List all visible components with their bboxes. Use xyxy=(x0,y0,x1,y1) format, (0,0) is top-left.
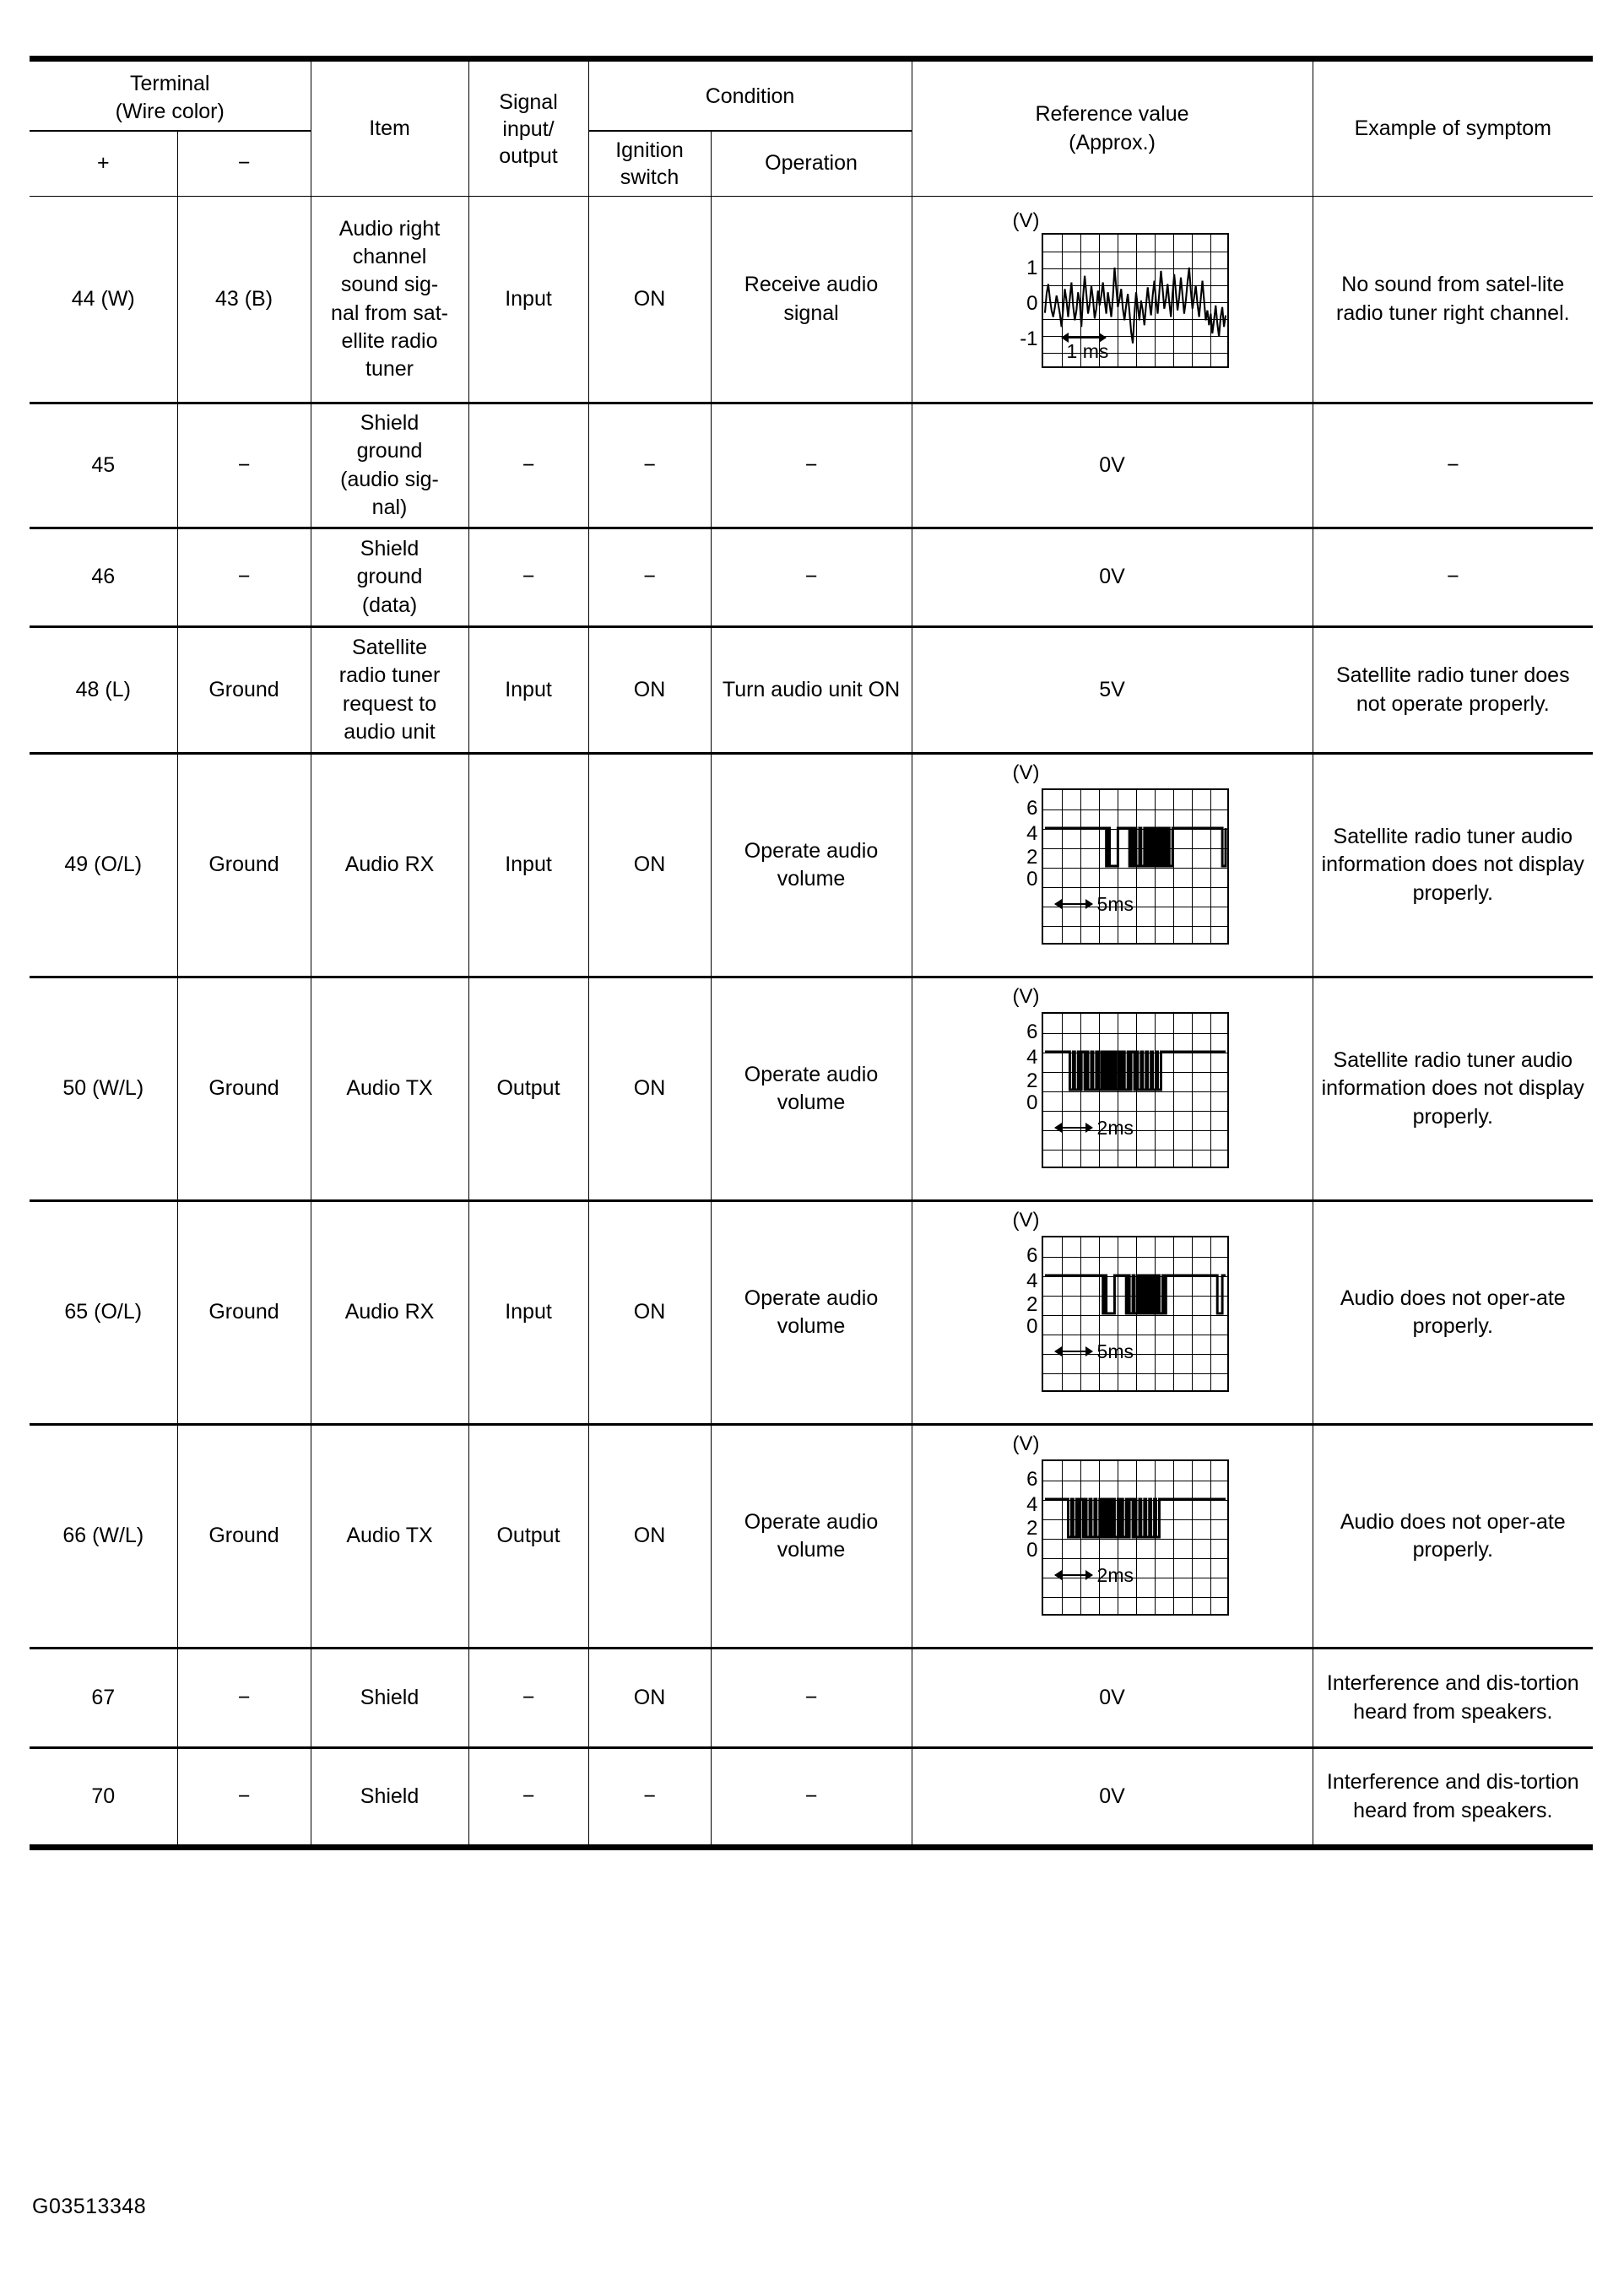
header-signal-io-line2: input/ xyxy=(502,116,555,141)
header-example-of-symptom: Example of symptom xyxy=(1313,59,1593,197)
cell-terminal-plus: 70 xyxy=(30,1748,177,1848)
table-row xyxy=(30,754,1593,977)
scope-y-axis xyxy=(996,208,1042,368)
cell-symptom: Interference and dis-tortion heard from speakers. xyxy=(1313,1649,1593,1748)
cell-operation: − xyxy=(711,1748,912,1848)
item-line: nal from sat- xyxy=(331,300,448,325)
cell-operation: Operate audio volume xyxy=(711,754,912,977)
cell-symptom: Interference and dis-tortion heard from speakers. xyxy=(1313,1748,1593,1848)
scope-timebase-label: 2ms xyxy=(1096,1563,1134,1586)
item-line: Shield xyxy=(360,1685,420,1709)
waveform-trace xyxy=(1043,1461,1227,1614)
oscilloscope-tx-2ms xyxy=(919,1432,1306,1617)
cell-reference-value xyxy=(912,754,1313,977)
item-line: ground xyxy=(356,565,423,589)
header-signal-io-line3: output xyxy=(499,143,558,168)
cell-item xyxy=(311,403,468,528)
scope-tick-0: 0 xyxy=(1026,1091,1038,1114)
cell-item xyxy=(311,1425,468,1649)
cell-operation: − xyxy=(711,1649,912,1748)
cell-terminal-plus: 67 xyxy=(30,1649,177,1748)
cell-terminal-minus: − xyxy=(177,1649,311,1748)
cell-symptom: Audio does not oper-ate properly. xyxy=(1313,1201,1593,1425)
scope-tick-6: 6 xyxy=(1026,796,1038,820)
cell-terminal-plus: 65 (O/L) xyxy=(30,1201,177,1425)
scope-unit-label: (V) xyxy=(1012,208,1040,232)
cell-terminal-plus: 44 (W) xyxy=(30,197,177,403)
cell-ignition-switch: − xyxy=(588,403,711,528)
item-line: sound sig- xyxy=(340,273,439,297)
cell-ignition-switch: ON xyxy=(588,627,711,754)
cell-signal-io: Output xyxy=(468,1425,588,1649)
scope-timebase-label: 1 ms xyxy=(1066,339,1109,362)
item-line: Shield xyxy=(360,411,420,435)
cell-signal-io: − xyxy=(468,1649,588,1748)
cell-signal-io: − xyxy=(468,403,588,528)
scope-timebase xyxy=(1055,891,1134,918)
table-row xyxy=(30,197,1593,403)
scope-unit-label: (V) xyxy=(1012,1432,1040,1455)
terminal-spec-table xyxy=(30,56,1593,1850)
cell-item xyxy=(311,1201,468,1425)
scope-tick-4: 4 xyxy=(1026,1045,1038,1069)
item-line: radio tuner xyxy=(338,663,441,688)
cell-operation: Operate audio volume xyxy=(711,1201,912,1425)
header-terminal-group xyxy=(30,59,311,132)
cell-symptom: Satellite radio tuner audio information does not display properly. xyxy=(1313,754,1593,977)
scope-tick-6: 6 xyxy=(1026,1467,1038,1491)
item-line: ground xyxy=(356,439,423,463)
cell-reference-value xyxy=(912,1201,1313,1425)
cell-terminal-minus: Ground xyxy=(177,627,311,754)
cell-item xyxy=(311,528,468,627)
cell-operation: Turn audio unit ON xyxy=(711,627,912,754)
header-operation: Operation xyxy=(711,131,912,197)
cell-terminal-minus: − xyxy=(177,1748,311,1848)
scope-timebase-label: 5ms xyxy=(1096,892,1134,915)
table-row xyxy=(30,627,1593,754)
item-line: Audio RX xyxy=(344,853,435,877)
waveform-trace xyxy=(1043,1014,1227,1167)
cell-operation: Operate audio volume xyxy=(711,977,912,1201)
header-terminal-title: Terminal xyxy=(130,72,210,95)
scope-tick-0: 0 xyxy=(1026,867,1038,891)
cell-item xyxy=(311,627,468,754)
scope-tick-2: 2 xyxy=(1026,1516,1038,1540)
item-line: channel xyxy=(352,245,427,268)
cell-symptom: Audio does not oper-ate properly. xyxy=(1313,1425,1593,1649)
cell-ignition-switch: ON xyxy=(588,1425,711,1649)
item-line: (audio sig- xyxy=(340,467,439,491)
oscilloscope-rx-5ms xyxy=(919,1208,1306,1394)
cell-symptom: − xyxy=(1313,528,1593,627)
scope-timebase xyxy=(1055,1562,1134,1589)
scope-tick-2: 2 xyxy=(1026,845,1038,869)
cell-terminal-minus: 43 (B) xyxy=(177,197,311,403)
scope-tick-2: 2 xyxy=(1026,1069,1038,1092)
item-line: ellite radio xyxy=(341,328,438,353)
scope-grid xyxy=(1042,233,1229,368)
header-terminal-plus: + xyxy=(30,131,177,197)
cell-terminal-minus: Ground xyxy=(177,977,311,1201)
scope-y-axis xyxy=(996,761,1042,945)
header-terminal-minus: − xyxy=(177,131,311,197)
scope-y-axis xyxy=(996,1208,1042,1392)
item-line: Audio RX xyxy=(344,1300,435,1324)
header-ignition-switch xyxy=(588,131,711,197)
cell-item xyxy=(311,1649,468,1748)
table-body xyxy=(30,197,1593,1848)
scope-grid xyxy=(1042,1236,1229,1392)
scope-grid xyxy=(1042,1012,1229,1168)
waveform-trace xyxy=(1043,790,1227,943)
cell-terminal-minus: − xyxy=(177,528,311,627)
cell-ignition-switch: ON xyxy=(588,977,711,1201)
table-row xyxy=(30,403,1593,528)
cell-operation: − xyxy=(711,403,912,528)
item-line: tuner xyxy=(365,357,414,381)
cell-signal-io: Input xyxy=(468,197,588,403)
cell-signal-io: Input xyxy=(468,754,588,977)
scope-timebase xyxy=(1055,1339,1134,1365)
cell-signal-io: Output xyxy=(468,977,588,1201)
cell-operation: Receive audio signal xyxy=(711,197,912,403)
table-row xyxy=(30,977,1593,1201)
header-ignition-switch-line2: switch xyxy=(620,165,679,189)
cell-terminal-plus: 45 xyxy=(30,403,177,528)
cell-reference-value: 5V xyxy=(912,627,1313,754)
cell-symptom: Satellite radio tuner audio information does not display properly. xyxy=(1313,977,1593,1201)
scope-y-axis xyxy=(996,984,1042,1168)
cell-signal-io: − xyxy=(468,1748,588,1848)
header-row-1 xyxy=(30,59,1593,132)
item-line: Shield xyxy=(360,1784,420,1808)
item-line: audio unit xyxy=(344,719,436,744)
oscilloscope-analog-audio xyxy=(919,208,1306,370)
scope-tick-0: 0 xyxy=(1026,291,1038,315)
cell-signal-io: Input xyxy=(468,627,588,754)
scope-timebase-label: 5ms xyxy=(1096,1340,1134,1362)
scope-timebase xyxy=(1062,337,1111,365)
scope-tick-neg1: -1 xyxy=(1020,327,1038,350)
scope-unit-label: (V) xyxy=(1012,984,1040,1008)
scope-tick-4: 4 xyxy=(1026,821,1038,845)
item-line: Audio TX xyxy=(346,1524,433,1548)
cell-reference-value: 0V xyxy=(912,1748,1313,1848)
cell-terminal-minus: Ground xyxy=(177,1201,311,1425)
cell-reference-value xyxy=(912,977,1313,1201)
header-signal-io xyxy=(468,59,588,197)
cell-operation: Operate audio volume xyxy=(711,1425,912,1649)
scope-tick-1: 1 xyxy=(1026,256,1038,279)
cell-symptom: Satellite radio tuner does not operate properly. xyxy=(1313,627,1593,754)
cell-signal-io: − xyxy=(468,528,588,627)
scope-y-axis xyxy=(996,1432,1042,1616)
cell-ignition-switch: ON xyxy=(588,754,711,977)
cell-ignition-switch: ON xyxy=(588,1201,711,1425)
cell-item xyxy=(311,1748,468,1848)
scope-tick-0: 0 xyxy=(1026,1314,1038,1338)
scope-unit-label: (V) xyxy=(1012,761,1040,784)
cell-reference-value xyxy=(912,197,1313,403)
cell-terminal-minus: Ground xyxy=(177,754,311,977)
item-line: Audio right xyxy=(338,216,441,241)
table-header xyxy=(30,59,1593,197)
cell-symptom: − xyxy=(1313,403,1593,528)
cell-reference-value: 0V xyxy=(912,1649,1313,1748)
cell-reference-value: 0V xyxy=(912,528,1313,627)
figure-reference-code: G03513348 xyxy=(32,2195,147,2218)
cell-item xyxy=(311,977,468,1201)
table-row xyxy=(30,1748,1593,1848)
item-line: nal) xyxy=(371,495,408,519)
scope-tick-4: 4 xyxy=(1026,1492,1038,1516)
cell-symptom: No sound from satel-lite radio tuner right channel. xyxy=(1313,197,1593,403)
cell-ignition-switch: − xyxy=(588,528,711,627)
header-terminal-subtitle: (Wire color) xyxy=(115,99,225,123)
item-line: Shield xyxy=(360,537,420,561)
table-row xyxy=(30,528,1593,627)
cell-terminal-minus: − xyxy=(177,403,311,528)
cell-terminal-plus: 50 (W/L) xyxy=(30,977,177,1201)
header-condition: Condition xyxy=(588,59,912,132)
header-item: Item xyxy=(311,59,468,197)
item-line: Satellite xyxy=(352,636,427,659)
header-reference-value xyxy=(912,59,1313,197)
cell-terminal-plus: 46 xyxy=(30,528,177,627)
header-ignition-switch-line1: Ignition xyxy=(615,138,684,162)
scope-grid xyxy=(1042,788,1229,945)
scope-grid xyxy=(1042,1459,1229,1616)
item-line: request to xyxy=(342,691,437,716)
cell-ignition-switch: ON xyxy=(588,197,711,403)
cell-ignition-switch: − xyxy=(588,1748,711,1848)
table-row xyxy=(30,1649,1593,1748)
oscilloscope-rx-5ms xyxy=(919,761,1306,946)
header-signal-io-line1: Signal xyxy=(499,89,558,114)
cell-item xyxy=(311,197,468,403)
header-reference-value-line1: Reference value xyxy=(1035,102,1189,127)
cell-terminal-plus: 66 (W/L) xyxy=(30,1425,177,1649)
waveform-trace xyxy=(1043,1237,1227,1390)
item-line: Audio TX xyxy=(346,1076,433,1101)
scope-timebase xyxy=(1055,1115,1134,1141)
cell-reference-value: 0V xyxy=(912,403,1313,528)
scope-unit-label: (V) xyxy=(1012,1208,1040,1232)
oscilloscope-tx-2ms xyxy=(919,984,1306,1170)
cell-operation: − xyxy=(711,528,912,627)
cell-item xyxy=(311,754,468,977)
table-row xyxy=(30,1201,1593,1425)
scope-tick-6: 6 xyxy=(1026,1243,1038,1267)
scope-tick-4: 4 xyxy=(1026,1269,1038,1292)
item-line: (data) xyxy=(361,593,418,617)
scope-timebase-label: 2ms xyxy=(1096,1116,1134,1139)
cell-reference-value xyxy=(912,1425,1313,1649)
scope-tick-6: 6 xyxy=(1026,1020,1038,1043)
cell-terminal-plus: 48 (L) xyxy=(30,627,177,754)
scope-tick-2: 2 xyxy=(1026,1292,1038,1316)
scope-tick-0: 0 xyxy=(1026,1538,1038,1562)
cell-signal-io: Input xyxy=(468,1201,588,1425)
cell-terminal-plus: 49 (O/L) xyxy=(30,754,177,977)
header-reference-value-line2: (Approx.) xyxy=(1069,130,1156,154)
table-row xyxy=(30,1425,1593,1649)
cell-terminal-minus: Ground xyxy=(177,1425,311,1649)
cell-ignition-switch: ON xyxy=(588,1649,711,1748)
